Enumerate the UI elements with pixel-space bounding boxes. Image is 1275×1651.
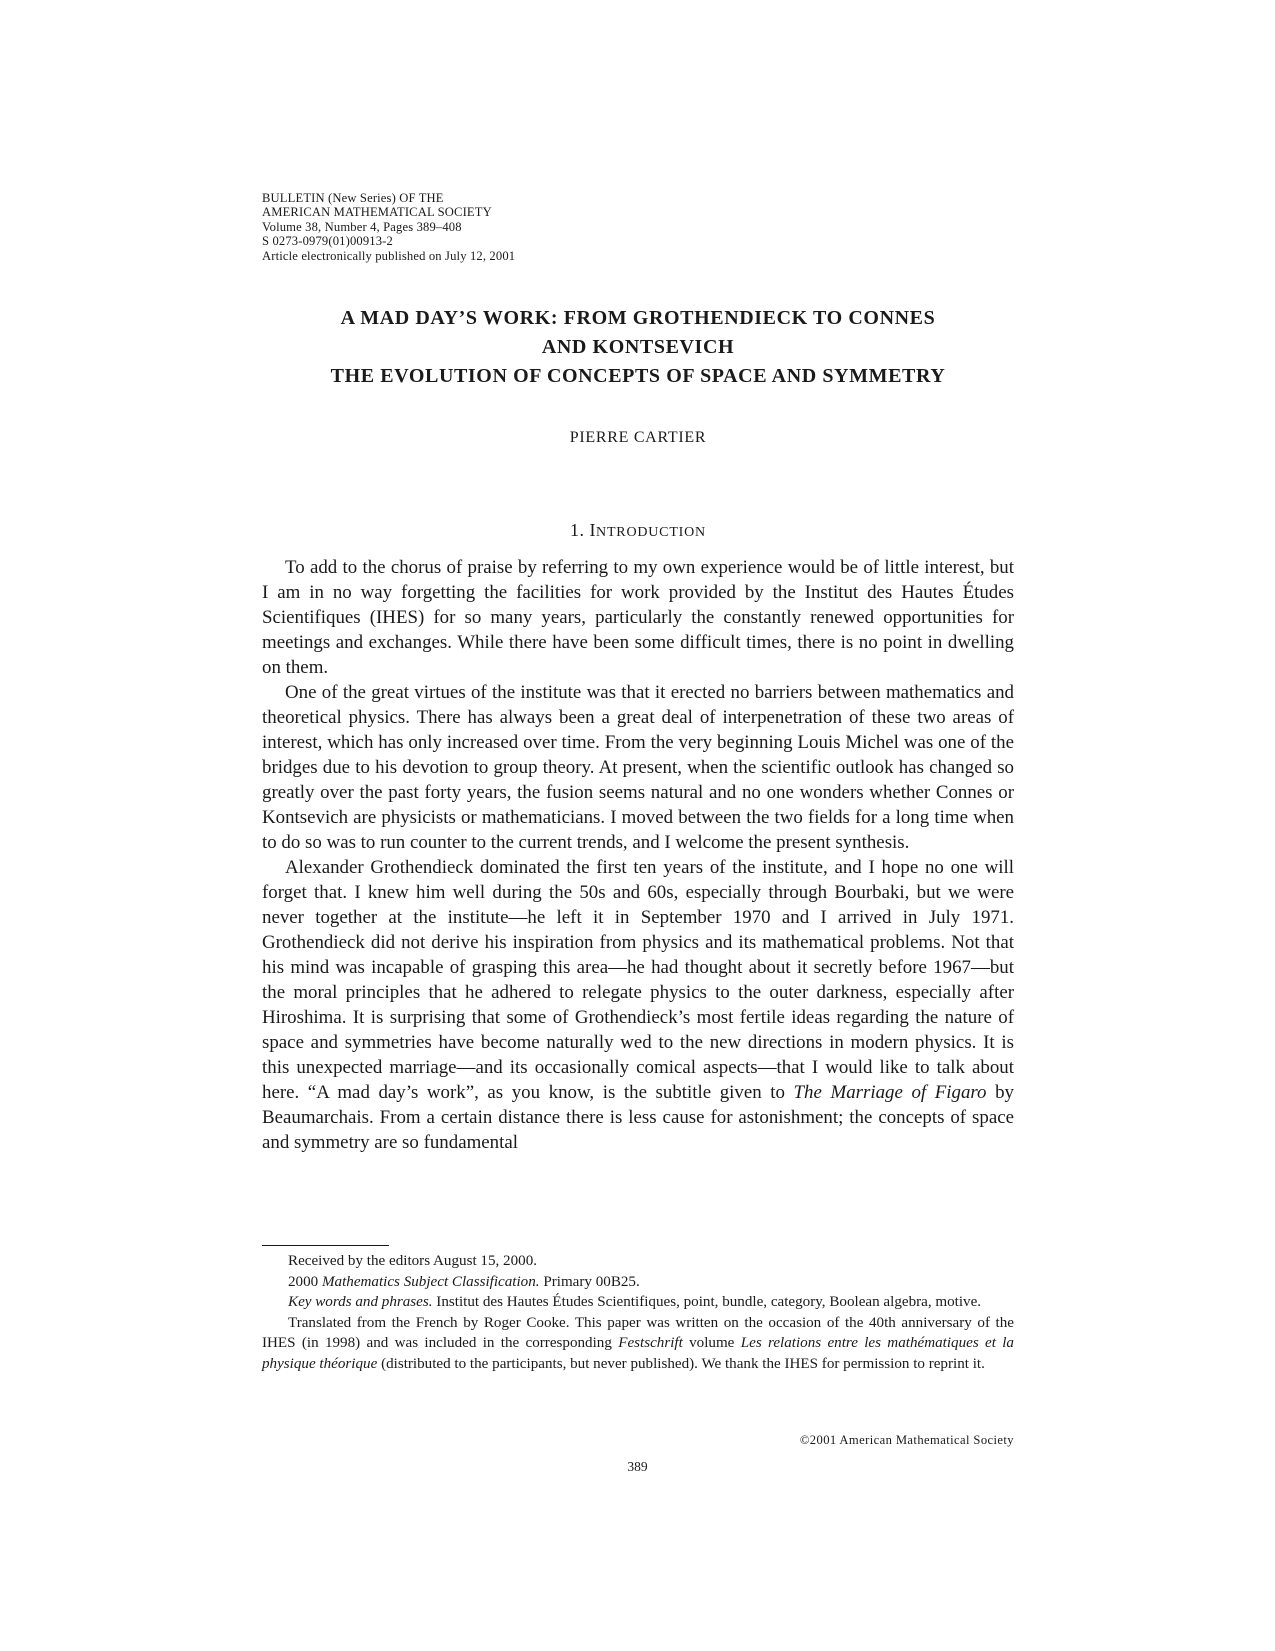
section-title-rest: NTRODUCTION — [596, 525, 706, 541]
footnote-translation — [262, 1313, 1014, 1375]
copyright-notice: ©2001 American Mathematical Society — [799, 1433, 1014, 1447]
author-name: PIERRE CARTIER — [569, 429, 707, 447]
journal-name-line2: AMERICAN MATHEMATICAL SOCIETY — [262, 205, 492, 220]
footnote-received: Received by the editors August 15, 2000. — [288, 1253, 538, 1269]
title-line1: A MAD DAY’S WORK: FROM GROTHENDIECK TO CONNES — [340, 307, 936, 330]
title-line3: THE EVOLUTION OF CONCEPTS OF SPACE AND SYMMETRY — [330, 365, 946, 388]
page-number: 389 — [627, 1459, 648, 1474]
journal-issn: S 0273-0979(01)00913-2 — [262, 234, 393, 249]
footnote-msc-label: Mathematics Subject Classification. — [321, 1273, 540, 1290]
paragraph-3-italic-title: The Marriage of Figaro — [793, 1082, 987, 1104]
page-content — [262, 191, 1014, 1155]
section-title-initial: I — [589, 520, 597, 541]
footnote-msc-year: 2000 — [288, 1273, 319, 1290]
footnote-keywords-label: Key words and phrases. — [288, 1294, 433, 1310]
footnote-volume-title: Les relations entre les mathématiques et la physique théorique — [262, 1335, 1014, 1372]
section-number: 1. — [570, 520, 585, 541]
footnote-msc — [262, 1272, 1014, 1293]
footnote-keywords-value: Institut des Hautes Études Scientifiques, point, bundle, category, Boolean algebra, motive. — [436, 1294, 982, 1310]
footnote-festschrift: Festschrift — [618, 1335, 683, 1351]
paragraph-3-text-a: Alexander Grothendieck dominated the first ten years of the institute, and I hope no one will forget that. I knew him well during the 50s and 60s, especially through Bourbaki, but we were never together at the institute—he left it in September 1970 and I arrived in July 1971. Grothendieck did not derive his inspiration from physics and its mathematical problems. Not that his mind was incapable of grasping this area—he had thought about it secretly before 1967—but the moral principles that he adhered to relegate physics to the outer darkness, especially after Hiroshima. It is surprising that some of Grothendieck’s most fertile ideas regarding the nature of space and symmetries have become naturally wed to the new directions in modern physics. It is this unexpected marriage—and its occasionally comical aspects—that I would like to talk about here. “A mad day’s work”, as you know, is the subtitle given to — [262, 857, 1014, 1104]
footnote-msc-value: Primary 00B25. — [543, 1273, 640, 1290]
section-heading — [262, 520, 1014, 541]
paragraph-3 — [262, 855, 1014, 1155]
journal-header — [262, 191, 1014, 263]
footnotes — [262, 1251, 1014, 1374]
footnote-translation-text-a: Translated from the French by Roger Cooke. This paper was written on the occasion of the 40th anniversary of the IHES (in 1998) and was included in the corresponding — [262, 1314, 1014, 1351]
paper-title — [262, 304, 1014, 391]
paragraph-2: One of the great virtues of the institute was that it erected no barriers between mathematics and theoretical physics. There has always been a great deal of interpenetration of these two areas of interest, which has only increased over time. From the very beginning Louis Michel was one of the bridges due to his devotion to group theory. At present, when the scientific outlook has changed so greatly over the past forty years, the fusion seems natural and no one wonders whether Connes or Kontsevich are physicists or mathematicians. I moved between the two fields for a long time when to do so was to run counter to the current trends, and I welcome the present synthesis. — [262, 682, 1014, 854]
footnote-separator — [262, 1245, 389, 1246]
journal-publication-date: Article electronically published on July 12, 2001 — [262, 248, 516, 263]
footnote-translation-text-c: (distributed to the participants, but never published). We thank the IHES for permission to reprint it. — [381, 1355, 985, 1372]
footnote-translation-text-b: volume — [689, 1335, 735, 1351]
footnote-keywords — [262, 1292, 1014, 1313]
journal-volume: Volume 38, Number 4, Pages 389–408 — [262, 219, 462, 234]
paragraph-3-text-b: by Beaumarchais. From a certain distance there is less cause for astonishment; the concepts of space and symmetry are so fundamental — [262, 1082, 1014, 1154]
journal-name-line1: BULLETIN (New Series) OF THE — [262, 191, 444, 205]
body-text — [262, 555, 1014, 1155]
title-line2: AND KONTSEVICH — [541, 336, 735, 359]
paragraph-1: To add to the chorus of praise by referring to my own experience would be of little interest, but I am in no way forgetting the facilities for work provided by the Institut des Hautes Études Scientifiques (IHES) for so many years, particularly the constantly renewed opportunities for meetings and exchanges. While there have been some difficult times, there is no point in dwelling on them. — [262, 557, 1014, 679]
